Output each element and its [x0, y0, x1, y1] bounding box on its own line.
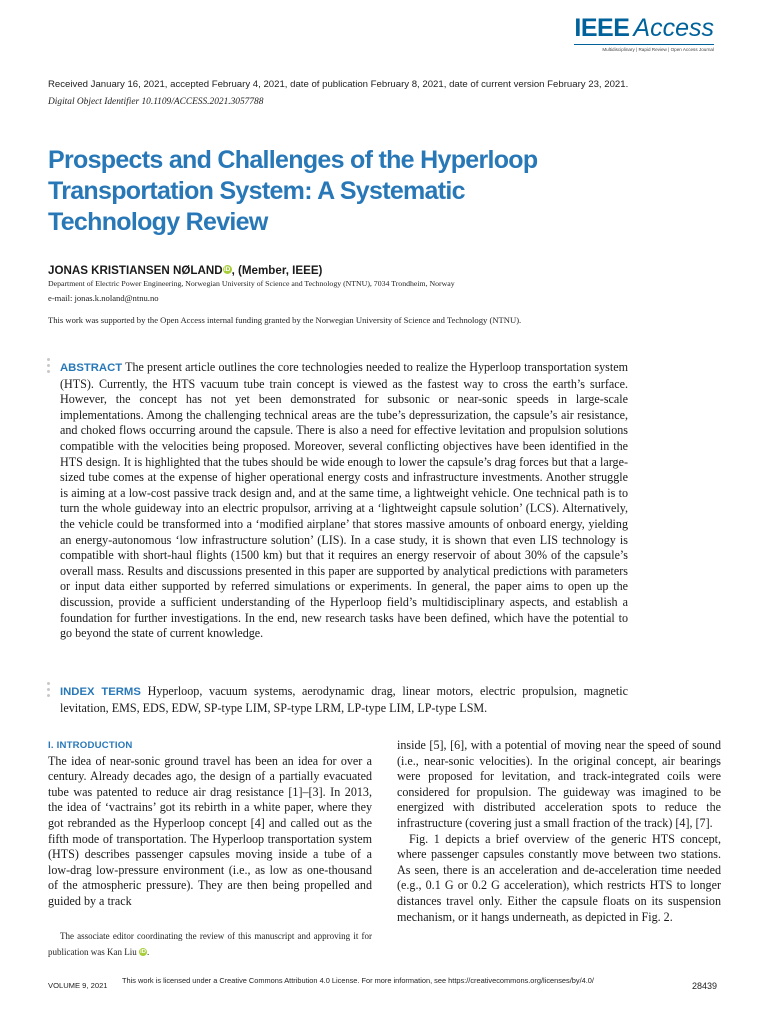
paper-title: [48, 145, 688, 238]
author-membership: , (Member, IEEE): [231, 264, 323, 277]
author-email: e-mail: jonas.k.noland@ntnu.no: [48, 293, 159, 303]
intro-paragraph: The idea of near-sonic ground travel has been an idea for over a century. Already decades ago, the design of a partially evacuated tube was patented to reduce air drag resistance [1]–[3]. In 2013, the idea of ‘vactrains’ got its rebirth in a white paper, where they got rebranded as the Hyperloop concept [4] and called out as the fifth mode of transportation. The Hyperloop transportation system (HTS) describes passenger capsules moving inside a tube of a low-drag low-pressure environment (i.e., as low as one-thousand of the atmospheric pressure). They are then being propelled and guided by a track: [48, 753, 372, 908]
title-line-1: Prospects and Challenges of the Hyperloop: [48, 146, 538, 174]
author-line: [48, 264, 322, 277]
title-line-3: Technology Review: [48, 208, 268, 236]
right-column: [397, 738, 721, 925]
received-dates: Received January 16, 2021, accepted February 4, 2021, date of publication February 8, 2021, date of current version February 23, 2021.: [48, 79, 629, 90]
abstract-label: ABSTRACT: [60, 362, 123, 374]
editor-footnote: [48, 929, 372, 960]
footer-page-number: 28439: [692, 981, 718, 991]
intro-paragraph-fig1: Fig. 1 depicts a brief overview of the generic HTS concept, where passenger capsules constantly move between two stations. As seen, there is an acceleration and de-acceleration time needed (e.g., 0.1 G or 0.2 G acceleration), which restricts HTS to longer distances travel only. Either the capsule floats on its suspension mechanism, or it hangs underneath, as depicted in Fig. 2.: [397, 831, 721, 924]
logo-rule: [574, 44, 714, 45]
abstract-text: The present article outlines the core technologies needed to realize the Hyperloop transportation system (HTS). Currently, the HTS vacuum tube train concept is viewed as the fastest way to cross the earth’s surface. However, the concept has not yet been demonstrated for subsonic or near-sonic speeds in large-scale implementations. Among the challenging technical areas are the tube’s depressurization, the capsule’s air resistance, and choked flows occurring around the capsule. There is also a need for effective levitation and propulsion solutions compatible with the velocities being proposed. Moreover, several conflicting objectives have been identified in the HTS design. It is highlighted that the tubes should be wide enough to lower the capsule’s drag forces but that a large-sized tube comes at the expense of higher operational energy costs and infrastructure investments. Another struggle is aiming at a low-cost passive track design and, and at the same time, a lightweight vehicle. One technical path is to turn the whole guideway into an electric propulsor, arriving at a ‘lightweight capsule solution’ (LCS). Alternatively, the vehicle could be transformed into a ‘modified airplane’ that stores massive amounts of onboard energy, yielding an energy-autonomous ‘low infrastructure solution’ (LIS). In a case study, it is shown that even LIS technology is compatible with short-haul flights (1500 km) but that it requires an energy reservoir of about 30% of the capsule’s overall mass. Results and discussions presented in this paper are supported by analytical predictions with parameters or input data either supported by referred simulations or experiments. In general, the paper aims to open up the discussion, provide a sufficient understanding of the Hyperloop field’s multidisciplinary aspects, and establish a foundation for further investigations. In the end, new research tasks have been defined, which have the potential to go beyond the state of current knowledge.: [60, 360, 628, 641]
left-column: [48, 738, 372, 910]
abstract: [60, 360, 628, 642]
footer-license: This work is licensed under a Creative Commons Attribution 4.0 License. For more information, see https://creativecommons.org/licenses/by/4.0/: [122, 976, 594, 985]
share-dots-icon[interactable]: [47, 358, 51, 376]
index-terms-text: Hyperloop, vacuum systems, aerodynamic drag, linear motors, electric propulsion, magnetic levitation, EMS, EDS, EDW, SP-type LIM, SP-type LRM, LP-type LIM, LP-type LSM.: [60, 684, 629, 715]
share-dots-icon[interactable]: [47, 682, 51, 700]
funding-note: This work was supported by the Open Access internal funding granted by the Norwegian University of Science and Technology (NTNU).: [48, 315, 522, 325]
footnote-text: The associate editor coordinating the review of this manuscript and approving it for publication was Kan Liu: [48, 931, 372, 957]
logo-tagline: Multidisciplinary | Rapid Review | Open Access Journal: [602, 47, 714, 52]
orcid-icon[interactable]: iD: [223, 266, 231, 273]
author-affiliation: Department of Electric Power Engineering, Norwegian University of Science and Technology (NTNU), 7034 Trondheim, Norway: [48, 279, 455, 288]
intro-paragraph-cont: inside [5], [6], with a potential of moving near the speed of sound (i.e., near-sonic velocities). In the original concept, air bearings were proposed for levitation, and track-integrated coils were considered for propulsion. The guideway was imagined to be energized with distributed acceleration spots to reduce the infrastructure (covering just a small fraction of the track) [4], [7].: [397, 738, 721, 830]
doi-line: Digital Object Identifier 10.1109/ACCESS.2021.3057788: [48, 97, 264, 107]
title-line-2: Transportation System: A Systematic: [48, 177, 465, 205]
footnote-end: .: [146, 946, 150, 957]
footer-volume: VOLUME 9, 2021: [48, 981, 108, 990]
author-name: JONAS KRISTIANSEN NØLAND: [48, 264, 223, 277]
index-terms-label: INDEX TERMS: [60, 686, 141, 698]
logo-ieee-text: IEEE: [574, 14, 630, 42]
section-heading: I. INTRODUCTION: [48, 740, 133, 751]
logo-access-text: Access: [633, 14, 714, 42]
orcid-icon[interactable]: iD: [140, 948, 146, 955]
journal-logo: [574, 16, 714, 52]
index-terms: [60, 684, 628, 716]
